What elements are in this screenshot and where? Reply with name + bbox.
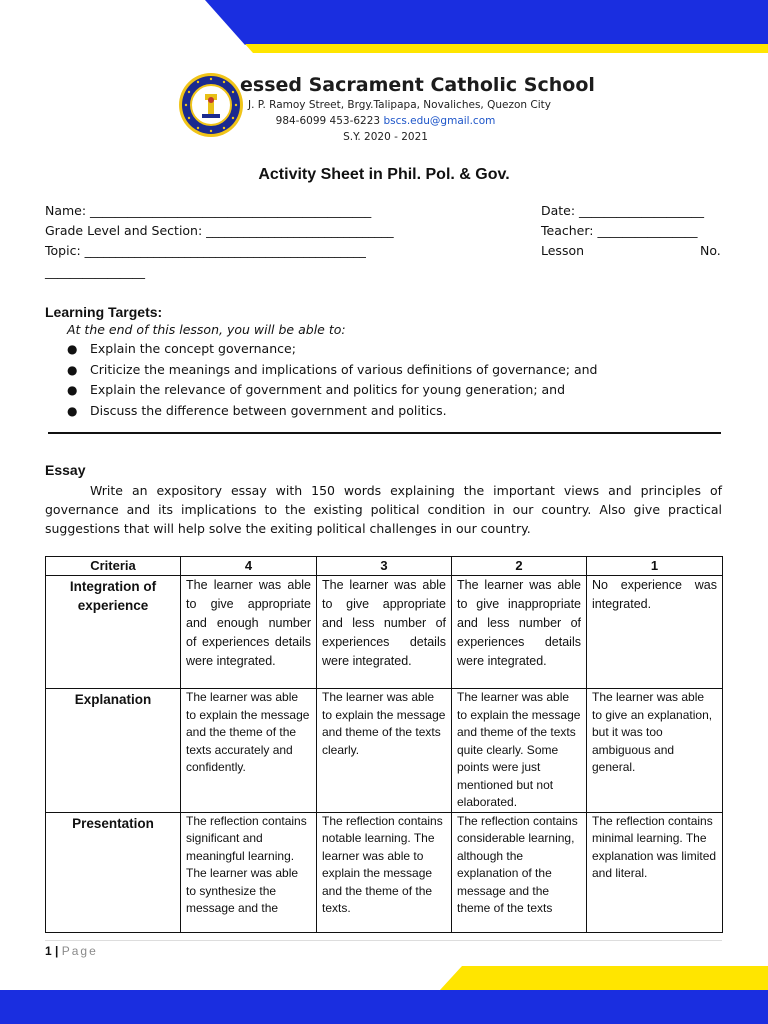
table-header-row: [46, 557, 723, 576]
page-number: 1: [45, 944, 52, 958]
bullet-icon: ●: [67, 383, 78, 397]
learning-targets-list: [67, 341, 597, 423]
bullet-icon: ●: [67, 362, 78, 377]
table-cell: The reflection contains minimal learning. The explanation was limited and literal.: [587, 812, 723, 932]
footer-blue-band: [0, 990, 768, 1024]
list-item: ● Criticize the meanings and implications of various definitions of governance; and: [67, 361, 598, 377]
rubric-table: [45, 556, 723, 933]
name-field[interactable]: Name: _____________________________________________: [45, 203, 372, 218]
table-cell: The learner was able to explain the message and theme of the texts clearly.: [317, 689, 452, 813]
column-header: Criteria: [46, 557, 181, 576]
bullet-icon: ●: [67, 403, 78, 418]
table-row: [46, 689, 723, 813]
table-cell: The reflection contains considerable learning, although the explanation of the message and the theme of the texts: [452, 812, 587, 932]
school-seal-logo: [178, 72, 244, 138]
essay-heading: Essay: [45, 462, 86, 478]
criteria-cell: Presentation: [46, 812, 181, 932]
footer-divider: [45, 940, 722, 941]
table-cell: The learner was able to explain the message and theme of the texts quite clearly. Some points were just mentioned but not elaborated.: [452, 689, 587, 813]
grade-section-field[interactable]: Grade Level and Section: ______________________________: [45, 223, 394, 238]
bullet-icon: ●: [67, 342, 78, 356]
school-phones: 984-6099 453-6223: [275, 115, 381, 127]
page-footer: [45, 944, 98, 958]
table-cell: The learner was able to give inappropriate and less number of experiences details were integrated.: [452, 576, 587, 689]
date-field[interactable]: Date: ____________________: [541, 203, 705, 218]
table-row: [46, 812, 723, 932]
header-blue-band: [205, 0, 768, 45]
section-divider: [48, 432, 721, 434]
header-yellow-band: [245, 44, 768, 53]
table-cell: No experience was integrated.: [587, 576, 723, 689]
learning-targets-intro: At the end of this lesson, you will be able to:: [67, 322, 346, 337]
table-cell: The reflection contains notable learning. The learner was able to explain the message and the theme of the texts.: [317, 812, 452, 932]
school-address: J. P. Ramoy Street, Brgy.Talipapa, Novaliches, Quezon City: [248, 99, 551, 111]
school-name: essed Sacrament Catholic School: [240, 74, 595, 96]
essay-instructions: Write an expository essay with 150 words explaining the important views and principles of governance and its implications to the existing political condition in our country. Also give practical suggestions that will help solve the exiting political challenges in our country.: [45, 483, 722, 536]
table-row: [46, 576, 723, 689]
list-item: ● Discuss the difference between government and politics.: [67, 402, 447, 418]
list-item: ● Explain the relevance of government and politics for young generation; and: [67, 382, 566, 397]
column-header: 3: [317, 557, 452, 576]
footer-yellow-band: [440, 966, 768, 990]
topic-field[interactable]: Topic: _____________________________________________: [45, 243, 366, 258]
table-cell: The reflection contains significant and meaningful learning. The learner was able to synthesize the message and the: [181, 812, 317, 932]
column-header: 1: [587, 557, 723, 576]
school-email-link[interactable]: bscs.edu@gmail.com: [383, 115, 496, 127]
school-contact: [248, 115, 523, 127]
page-separator: |: [55, 944, 59, 958]
criteria-cell: Explanation: [46, 689, 181, 813]
topic-field-continuation[interactable]: ________________: [45, 264, 145, 279]
table-cell: The learner was able to give an explanation, but it was too ambiguous and general.: [587, 689, 723, 813]
table-cell: The learner was able to explain the message and the theme of the texts accurately and confidently.: [181, 689, 317, 813]
table-cell: The learner was able to give appropriate and enough number of experiences details were integrated.: [181, 576, 317, 689]
lesson-number-label: No.: [700, 243, 721, 258]
page-title: Activity Sheet in Phil. Pol. & Gov.: [258, 166, 510, 183]
table-cell: The learner was able to give appropriate and less number of experiences details were integrated.: [317, 576, 452, 689]
criteria-cell: Integration of experience: [46, 576, 181, 689]
list-item: ● Explain the concept governance;: [67, 341, 296, 356]
column-header: 2: [452, 557, 587, 576]
page-word: Page: [61, 944, 98, 958]
teacher-field[interactable]: Teacher: ________________: [541, 223, 698, 238]
school-year: S.Y. 2020 - 2021: [343, 131, 428, 143]
lesson-label: Lesson: [541, 243, 585, 258]
column-header: 4: [181, 557, 317, 576]
learning-targets-heading: Learning Targets:: [45, 304, 163, 320]
